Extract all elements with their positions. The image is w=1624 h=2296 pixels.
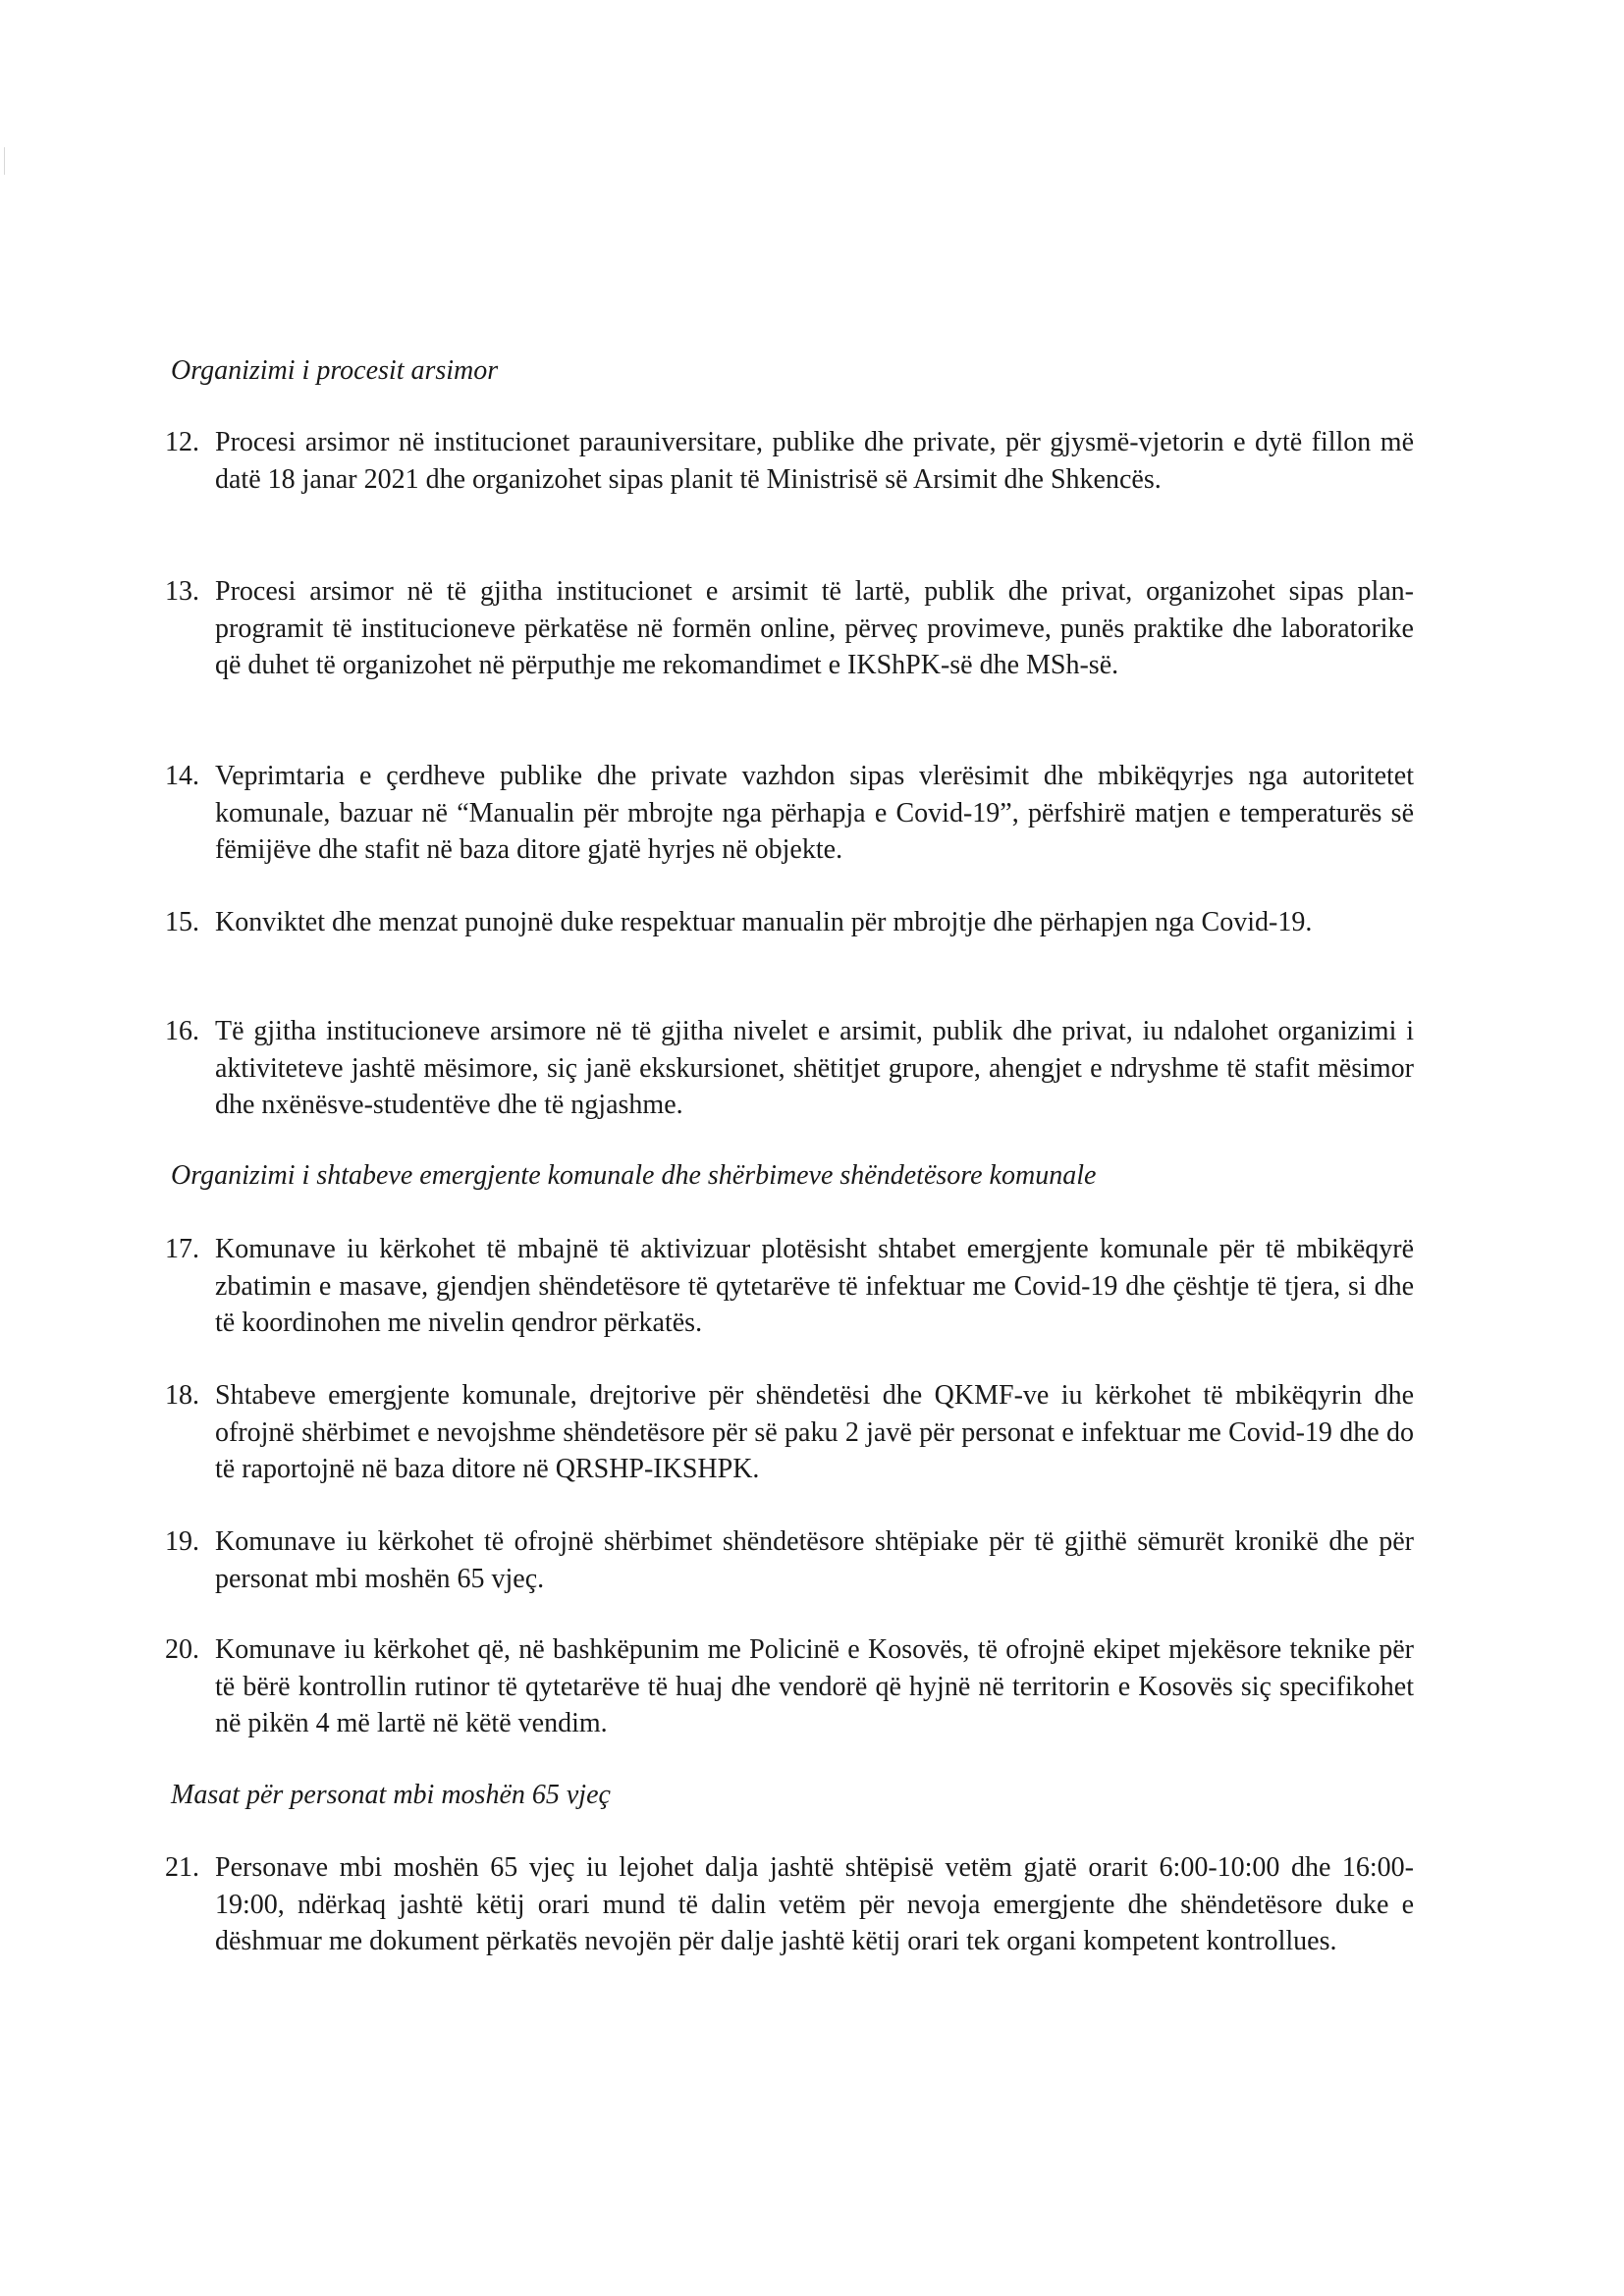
item-text: Komunave iu kërkohet që, në bashkëpunim me Policinë e Kosovës, të ofrojnë ekipet mjekësore teknike për të bërë kontrollin rutinor të qytetarëve të huaj dhe vendorë që hyjnë në territorin e Kosovës siç specifikohet në pikën 4 më lartë në këtë vendim. <box>215 1634 1414 1738</box>
list-item <box>165 758 1414 869</box>
section-heading-educational-process: Organizimi i procesit arsimor <box>171 355 499 386</box>
list-item <box>165 1231 1414 1342</box>
section-heading-municipal-emergency-staff: Organizimi i shtabeve emergjente komunale dhe shërbimeve shëndetësore komunale <box>171 1160 1097 1191</box>
scan-edge-mark <box>4 147 5 175</box>
list-item <box>165 573 1414 684</box>
list-item <box>165 1849 1414 1960</box>
item-number: 15. <box>165 907 199 937</box>
item-number: 16. <box>165 1016 199 1046</box>
item-text: Procesi arsimor në institucionet parauniversitare, publike dhe private, për gjysmë-vjetorin e dytë fillon më datë 18 janar 2021 dhe organizohet sipas planit të Ministrisë së Arsimit dhe Shkencës. <box>215 427 1414 495</box>
item-number: 17. <box>165 1234 199 1264</box>
list-item <box>165 1631 1414 1742</box>
item-text: Shtabeve emergjente komunale, drejtorive për shëndetësi dhe QKMF-ve iu kërkohet të mbikëqyrin dhe ofrojnë shërbimet e nevojshme shëndetësore për së paku 2 javë për personat e infektuar me Covid-19 dhe do të raportojnë në baza ditore në QRSHP-IKSHPK. <box>215 1380 1414 1484</box>
item-text: Komunave iu kërkohet të mbajnë të aktivizuar plotësisht shtabet emergjente komunale për të mbikëqyrë zbatimin e masave, gjendjen shëndetësore të qytetarëve të infektuar me Covid-19 dhe çështje të tjera, si dhe të koordinohen me nivelin qendror përkatës. <box>215 1234 1414 1338</box>
item-number: 14. <box>165 761 199 791</box>
item-number: 13. <box>165 576 199 607</box>
item-text: Konviktet dhe menzat punojnë duke respektuar manualin për mbrojtje dhe përhapjen nga Covid-19. <box>215 907 1313 937</box>
item-text: Të gjitha institucioneve arsimore në të gjitha nivelet e arsimit, publik dhe privat, iu ndalohet organizimi i aktiviteteve jashtë mësimore, siç janë ekskursionet, shëtitjet grupore, ahengjet e ndryshme të stafit mësimor dhe nxënësve-studentëve dhe të ngjashme. <box>215 1016 1414 1120</box>
item-text: Personave mbi moshën 65 vjeç iu lejohet dalja jashtë shtëpisë vetëm gjatë orarit 6:00-10:00 dhe 16:00-19:00, ndërkaq jashtë këtij orari mund të dalin vetëm për nevoja emergjente dhe shëndetësore duke e dëshmuar me dokument përkatës nevojën për dalje jashtë këtij orari tek organi kompetent kontrollues. <box>215 1852 1414 1956</box>
item-text: Procesi arsimor në të gjitha institucionet e arsimit të lartë, publik dhe privat, organizohet sipas plan-programit të institucioneve përkatëse në formën online, përveç provimeve, punës praktike dhe laboratorike që duhet të organizohet në përputhje me rekomandimet e IKShPK-së dhe MSh-së. <box>215 576 1414 680</box>
list-item <box>165 1523 1414 1597</box>
item-number: 18. <box>165 1380 199 1411</box>
list-item <box>165 1377 1414 1488</box>
item-number: 19. <box>165 1526 199 1557</box>
item-text: Komunave iu kërkohet të ofrojnë shërbimet shëndetësore shtëpiake për të gjithë sëmurët kronikë dhe për personat mbi moshën 65 vjeç. <box>215 1526 1414 1594</box>
section-heading-persons-over-65: Masat për personat mbi moshën 65 vjeç <box>171 1780 611 1810</box>
item-number: 12. <box>165 427 199 457</box>
list-item <box>165 424 1414 498</box>
item-text: Veprimtaria e çerdheve publike dhe private vazhdon sipas vlerësimit dhe mbikëqyrjes nga autoritetet komunale, bazuar në “Manualin për mbrojte nga përhapja e Covid-19”, përfshirë matjen e temperaturës së fëmijëve dhe stafit në baza ditore gjatë hyrjes në objekte. <box>215 761 1414 865</box>
list-item <box>165 904 1414 941</box>
item-number: 21. <box>165 1852 199 1883</box>
list-item <box>165 1013 1414 1124</box>
item-number: 20. <box>165 1634 199 1665</box>
